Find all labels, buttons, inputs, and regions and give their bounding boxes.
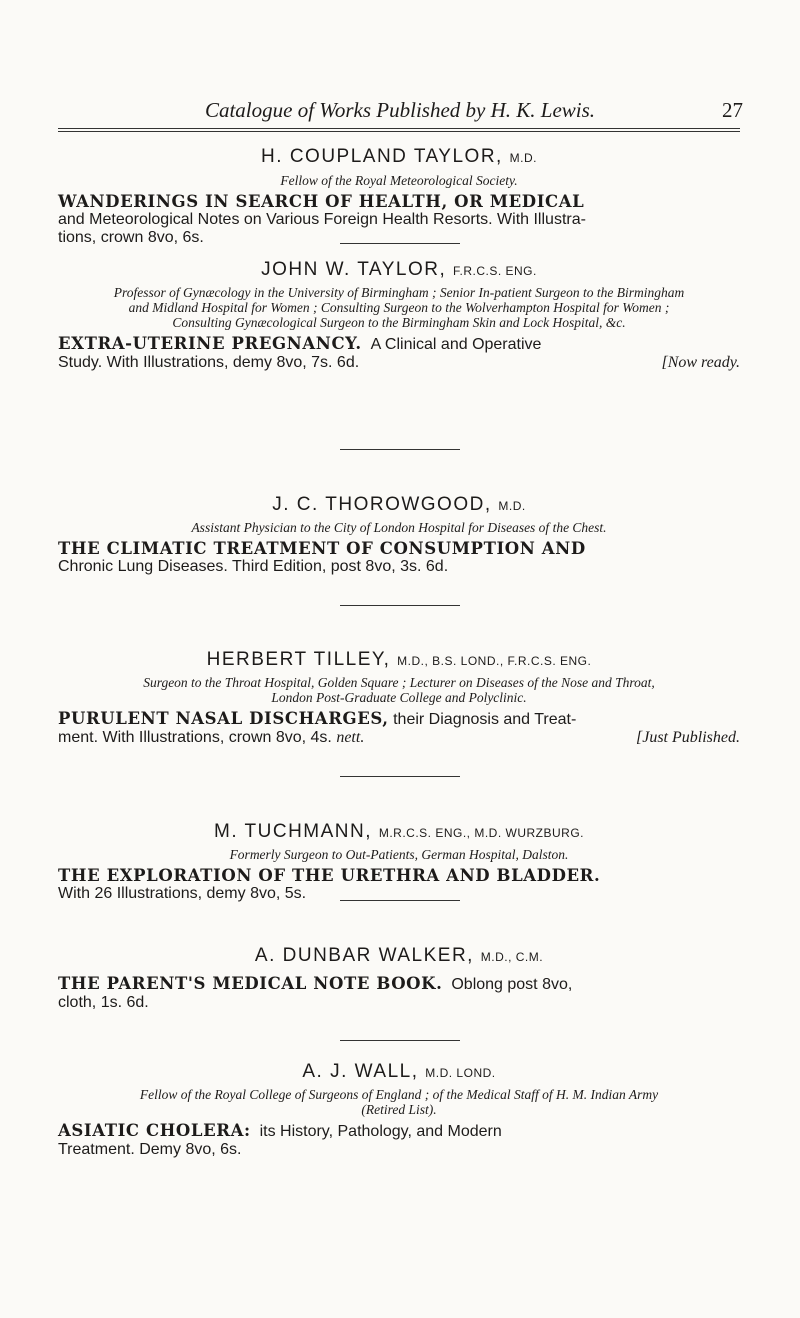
author-credentials: Professor of Gynæcology in the University of Birmingham ; Senior In-patient Surgeon to the Birmingham and Midland Hospital for Women ; Consulting Surgeon to the Wolverhampton Hospital for Women ; Consulting Gynæcological Surgeon to the Birmingham Skin and Lock Hospital, &c.: [113, 285, 685, 330]
author-credentials: Fellow of the Royal College of Surgeons of England ; of the Medical Staff of H. M. Indian Army (Retired List).: [139, 1087, 659, 1117]
book-title: THE EXPLORATION OF THE URETHRA AND BLADDER.: [58, 866, 601, 885]
author-credentials: Surgeon to the Throat Hospital, Golden Square ; Lecturer on Diseases of the Nose and Throat, London Post-Graduate College and Polyclinic.: [143, 675, 655, 705]
author-name: M. TUCHMANN, M.R.C.S. ENG., M.D. WURZBURG.: [214, 821, 584, 842]
author-credentials: Fellow of the Royal Meteorological Society.: [280, 173, 518, 188]
book-description: WANDERINGS IN SEARCH OF HEALTH, OR MEDICAL and Meteorological Notes on Various Foreign Health Resorts. With Illustra- tions, crown 8vo, 6s.: [58, 193, 740, 247]
book-title: ASIATIC CHOLERA:: [58, 1121, 251, 1140]
author-name: HERBERT TILLEY, M.D., B.S. LOND., F.R.C.S. ENG.: [206, 649, 592, 670]
catalogue-entry: [58, 1061, 740, 1159]
author-name: H. COUPLAND TAYLOR, M.D.: [261, 146, 537, 167]
catalogue-entry: [58, 649, 740, 747]
author-name: J. C. THOROWGOOD, M.D.: [272, 494, 526, 515]
author-name: A. DUNBAR WALKER, M.D., C.M.: [254, 945, 544, 966]
book-description: PURULENT NASAL DISCHARGES, their Diagnosis and Treat- ment. With Illustrations, crown 8vo, 4s. nett. [Just Published.: [58, 709, 740, 746]
catalogue-entry: [58, 146, 740, 247]
catalogue-entry: [58, 945, 740, 1012]
book-description: ASIATIC CHOLERA: its History, Pathology, and Modern Treatment. Demy 8vo, 6s.: [58, 1121, 502, 1158]
entry-divider: [340, 449, 460, 450]
catalogue-entry: [58, 494, 740, 576]
availability-status: [Just Published.: [636, 729, 740, 746]
author-degrees: M.R.C.S. ENG., M.D. WURZBURG.: [378, 826, 584, 840]
entry-divider: [340, 243, 460, 244]
author-name: JOHN W. TAYLOR, F.R.C.S. ENG.: [261, 259, 537, 280]
author-name: A. J. WALL, M.D. LOND.: [302, 1061, 496, 1082]
entry-divider: [340, 776, 460, 777]
author-credentials: Assistant Physician to the City of London Hospital for Diseases of the Chest.: [191, 520, 607, 535]
book-title: EXTRA-UTERINE PREGNANCY.: [58, 334, 362, 353]
author-degrees: M.D.: [498, 499, 526, 513]
book-description: EXTRA-UTERINE PREGNANCY. A Clinical and Operative Study. With Illustrations, demy 8vo, 7s. 6d. [Now ready.: [58, 334, 740, 371]
author-degrees: M.D., C.M.: [480, 950, 544, 964]
entry-divider: [340, 605, 460, 606]
author-degrees: F.R.C.S. ENG.: [453, 264, 537, 278]
book-title: THE CLIMATIC TREATMENT OF CONSUMPTION AND: [58, 539, 586, 558]
author-degrees: M.D., B.S. LOND., F.R.C.S. ENG.: [397, 654, 592, 668]
catalogue-entry: [58, 821, 740, 903]
running-header: [0, 98, 800, 128]
header-rule-thin: [58, 131, 740, 132]
entry-divider: [340, 1040, 460, 1041]
entry-divider: [340, 900, 460, 901]
catalogue-entry: [58, 259, 740, 372]
availability-status: [Now ready.: [661, 354, 740, 371]
header-rule: [58, 128, 740, 129]
book-description: THE PARENT'S MEDICAL NOTE BOOK. Oblong post 8vo, cloth, 1s. 6d.: [58, 974, 573, 1011]
book-description: THE CLIMATIC TREATMENT OF CONSUMPTION AND Chronic Lung Diseases. Third Edition, post 8vo, 3s. 6d.: [58, 540, 740, 576]
book-description: THE EXPLORATION OF THE URETHRA AND BLADDER. With 26 Illustrations, demy 8vo, 5s.: [58, 867, 740, 903]
author-degrees: M.D. LOND.: [425, 1066, 496, 1080]
book-title: WANDERINGS IN SEARCH OF HEALTH, OR MEDICAL: [58, 192, 585, 211]
author-degrees: M.D.: [509, 151, 537, 165]
page-header-title: Catalogue of Works Published by H. K. Lewis.: [204, 98, 596, 122]
book-title: THE PARENT'S MEDICAL NOTE BOOK.: [58, 974, 443, 993]
page-number: 27: [722, 98, 743, 122]
book-title: PURULENT NASAL DISCHARGES,: [58, 709, 389, 728]
author-credentials: Formerly Surgeon to Out-Patients, German Hospital, Dalston.: [229, 847, 569, 862]
